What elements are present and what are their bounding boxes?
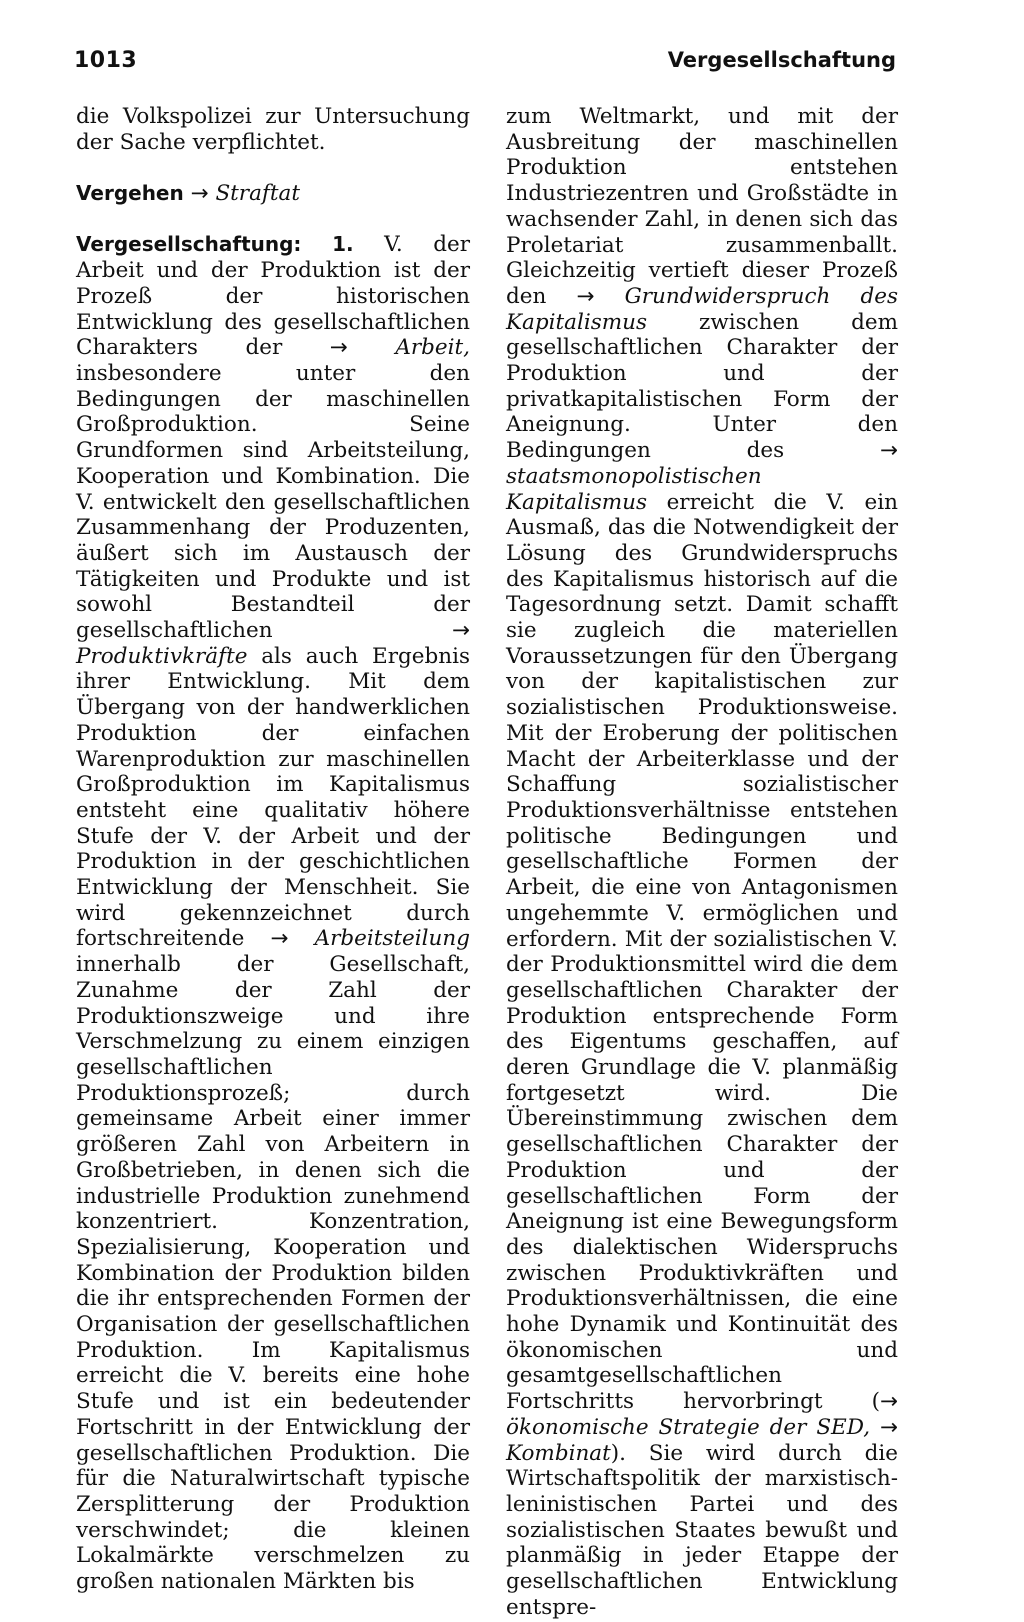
cross-reference: Straftat — [215, 181, 300, 207]
cross-reference-arrow-icon: → — [879, 1389, 898, 1415]
cross-reference: Arbeit, — [395, 335, 470, 361]
right-column — [506, 104, 898, 1620]
cross-reference: Arbeitsteilung — [314, 926, 470, 952]
cross-reference-arrow-icon: → — [576, 283, 595, 309]
cross-reference-arrow-icon: → — [879, 438, 898, 464]
entry-vergesellschaftung — [76, 232, 470, 1594]
cross-reference-arrow-icon: → — [190, 181, 209, 207]
entry-text: V. der Arbeit und der Produktion ist der Prozeß der historischen Entwicklung des gesellschaftlichen Charakters der — [76, 232, 470, 361]
left-column — [76, 104, 470, 1595]
continuation-paragraph: die Volkspolizei zur Untersuchung der Sache verpflichtet. — [76, 104, 470, 155]
entry-continuation — [506, 104, 898, 1620]
cross-reference: Grundwiderspruch des Kapitalismus — [506, 283, 898, 335]
entry-text: als auch Ergebnis ihrer Entwicklung. Mit dem Übergang von der handwerklichen Produktion der einfachen Warenproduktion zur maschinellen Großproduktion im Kapitalismus entsteht eine qualitativ höhere Stufe der V. der Arbeit und der Produktion in der geschichtlichen Entwicklung der Menschheit. Sie wird gekennzeichnet durch fortschreitende — [76, 643, 470, 952]
entry-text: zwischen dem gesellschaftlichen Charakter der Produktion und der privatkapitalistischen Form der Aneignung. Unter den Bedingungen des — [506, 309, 898, 464]
cross-reference-arrow-icon: → — [879, 1414, 898, 1440]
cross-reference: Kombinat — [506, 1440, 611, 1466]
entry-text: insbesondere unter den Bedingungen der maschinellen Großproduktion. Seine Grundformen sind Arbeitsteilung, Kooperation und Kombination. Die V. entwickelt den gesellschaftlichen Zusammenhang der Produzenten, äußert sich im Austausch der Tätigkeiten und Produkte und ist sowohl Bestandteil der gesellschaftlichen — [76, 361, 470, 644]
cross-reference-arrow-icon: → — [329, 335, 348, 361]
entry-vergehen — [76, 181, 470, 207]
cross-reference-arrow-icon: → — [451, 618, 470, 644]
entry-term: Vergehen — [76, 181, 184, 206]
cross-reference: staatsmonopolistischen Kapitalismus — [506, 463, 762, 515]
entry-term: Vergesellschaftung: 1. — [76, 232, 354, 257]
cross-reference: Produktivkräfte — [76, 643, 248, 669]
page-number: 1013 — [74, 48, 138, 73]
entry-text: innerhalb der Gesellschaft, Zunahme der Zahl der Produktionszweige und ihre Verschmelzung zu einem einzigen gesellschaftlichen Produktionsprozeß; durch gemeinsame Arbeit einer immer größeren Zahl von Arbeitern in Großbetrieben, in denen sich die industrielle Produktion zunehmend konzentriert. Konzentration, Spezialisierung, Kooperation und Kombination der Produktion bilden die ihr entsprechenden Formen der Organisation der gesellschaftlichen Produktion. Im Kapitalismus erreicht die V. bereits eine hohe Stufe und ist ein bedeutender Fortschritt in der Entwicklung der gesellschaftlichen Produktion. Die für die Naturalwirtschaft typische Zersplitterung der Produktion verschwindet; die kleinen Lokalmärkte verschmelzen zu großen nationalen Märkten bis — [76, 952, 470, 1595]
entry-text: zum Weltmarkt, und mit der Ausbreitung der maschinellen Produktion entstehen Industriezentren und Großstädte in wachsender Zahl, in denen sich das Proletariat zusammenballt. Gleichzeitig vertieft dieser Prozeß den — [506, 104, 898, 309]
cross-reference-arrow-icon: → — [270, 926, 289, 952]
entry-text: ). Sie wird durch die Wirtschaftspolitik der marxistisch-leninistischen Partei und des sozialistischen Staates bewußt und planmäßig in jeder Etappe der gesellschaftlichen Entwicklung entspre- — [506, 1440, 898, 1620]
page-header — [74, 48, 896, 80]
entry-text: erreicht die V. ein Ausmaß, das die Notwendigkeit der Lösung des Grundwiderspruchs des Kapitalismus historisch auf die Tagesordnung setzt. Damit schafft sie zugleich die materiellen Voraussetzungen für den Übergang von der kapitalistischen zur sozialistischen Produktionsweise. Mit der Eroberung der politischen Macht der Arbeiterklasse und der Schaffung sozialistischer Produktionsverhältnisse entstehen politische Bedingungen und gesellschaftliche Formen der Arbeit, die eine von Antagonismen ungehemmte V. ermöglichen und erfordern. Mit der sozialistischen V. der Produktionsmittel wird die dem gesellschaftlichen Charakter der Produktion entsprechende Form des Eigentums geschaffen, auf deren Grundlage die V. planmäßig fortgesetzt wird. Die Übereinstimmung zwischen dem gesellschaftlichen Charakter der Produktion und der gesellschaftlichen Form der Aneignung ist eine Bewegungsform des dialektischen Widerspruchs zwischen Produktivkräften und Produktionsverhältnissen, die eine hohe Dynamik und Kontinuität des ökonomischen und gesamtgesellschaftlichen Fortschritts hervorbringt ( — [506, 489, 898, 1415]
running-head: Vergesellschaftung — [667, 48, 896, 72]
cross-reference: ökonomische Strategie der SED, — [506, 1414, 871, 1440]
